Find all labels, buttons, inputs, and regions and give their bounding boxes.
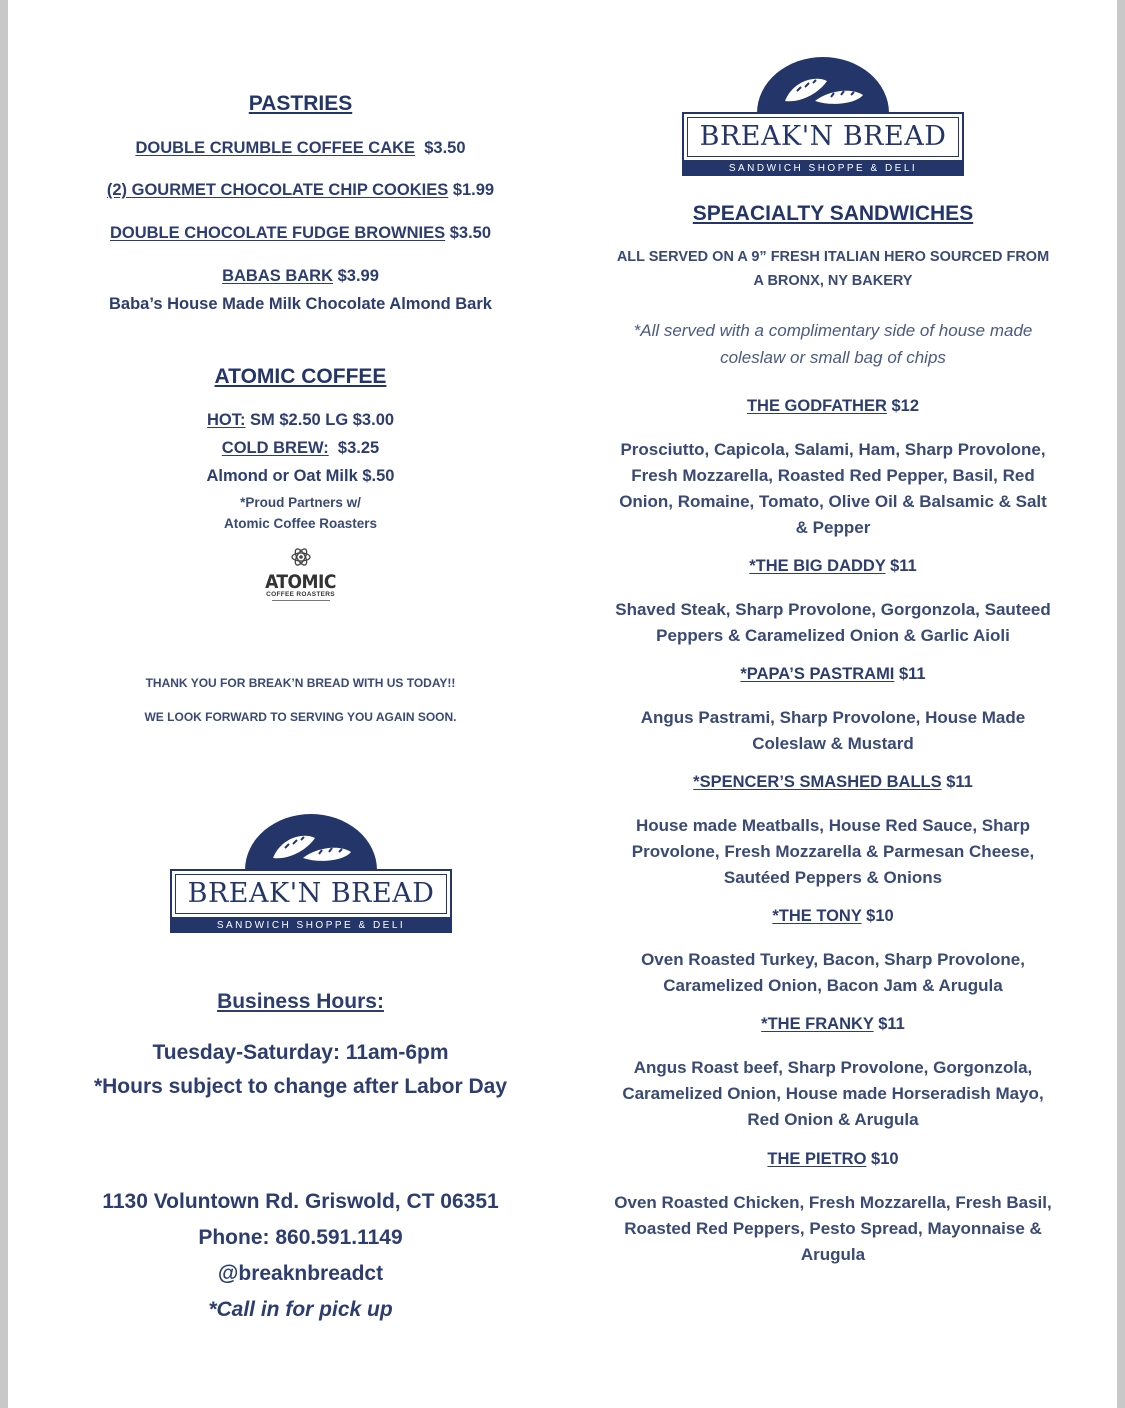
- atomic-logo-rule: [272, 600, 330, 601]
- contact-phone: Phone: 860.591.1149: [198, 1226, 403, 1249]
- atomic-logo-subtext: COFFEE ROASTERS: [266, 591, 335, 598]
- sandwich-price: $10: [866, 1150, 899, 1168]
- breakn-bread-logo-bottom: [170, 814, 452, 936]
- coffee-hot-prices: SM $2.50 LG $3.00: [250, 411, 395, 429]
- sandwich-description-line: House made Meatballs, House Red Sauce, Sharp: [636, 816, 1030, 835]
- sandwiches-intro-line2: A BRONX, NY BAKERY: [753, 273, 913, 289]
- pastry-item: [78, 224, 523, 243]
- sandwich-price: $11: [885, 557, 917, 575]
- page-edge-left: [0, 0, 8, 1408]
- atomic-logo-text: ATOMIC: [265, 571, 336, 593]
- sandwich-name: *THE BIG DADDY: [749, 557, 886, 575]
- sandwich-price: $10: [861, 907, 894, 925]
- menu-page: [8, 0, 1117, 1408]
- sandwich-description-line: Coleslaw & Mustard: [752, 734, 914, 753]
- pastry-item: [78, 139, 523, 158]
- coffee-cold: [78, 439, 523, 458]
- logo-frame: [170, 869, 452, 919]
- sandwich-name: THE GODFATHER: [746, 397, 887, 415]
- sandwich-description-line: Prosciutto, Capicola, Salami, Ham, Sharp Provolone,: [620, 440, 1046, 459]
- pastries-title: PASTRIES: [248, 92, 353, 115]
- sandwich-name: *SPENCER’S SMASHED BALLS: [693, 773, 942, 791]
- coffee-milk: Almond or Oat Milk $.50: [206, 467, 395, 485]
- sandwiches-intro-line1: ALL SERVED ON A 9” FRESH ITALIAN HERO SOURCED FROM: [616, 249, 1050, 265]
- pastry-name: (2) GOURMET CHOCOLATE CHIP COOKIES: [106, 181, 449, 199]
- coffee-hot-label: HOT:: [206, 411, 246, 429]
- sandwiches-side-line2: coleslaw or small bag of chips: [720, 348, 946, 367]
- pastry-price: $3.50: [449, 224, 492, 242]
- coffee-title: ATOMIC COFFEE: [214, 365, 387, 388]
- coffee-hot: [78, 411, 523, 430]
- bread-loaves-icon: [241, 814, 381, 870]
- pastry-price: $1.99: [452, 181, 495, 199]
- thank-you-line2: WE LOOK FORWARD TO SERVING YOU AGAIN SOON.: [144, 710, 457, 724]
- atomic-coffee-logo: [78, 546, 523, 601]
- sandwich-name: THE PIETRO: [767, 1150, 867, 1168]
- sandwich-description-line: Oven Roasted Turkey, Bacon, Sharp Provolone,: [641, 950, 1025, 969]
- sandwich-heading: [593, 1015, 1073, 1034]
- sandwich-heading: [593, 907, 1073, 926]
- breakn-bread-logo-top: [682, 57, 964, 179]
- atom-icon: [290, 546, 312, 568]
- sandwich-price: $11: [941, 773, 973, 791]
- page-edge-right: [1117, 0, 1125, 1408]
- pastry-name: BABAS BARK: [222, 267, 334, 285]
- hours-title: Business Hours:: [217, 990, 384, 1013]
- coffee-cold-price: $3.25: [337, 439, 380, 457]
- bread-loaves-icon: [753, 57, 893, 113]
- sandwich-price: $12: [886, 397, 920, 415]
- sandwich-description-line: Shaved Steak, Sharp Provolone, Gorgonzola, Sauteed: [615, 600, 1051, 619]
- sandwiches-side-line1: *All served with a complimentary side of house made: [633, 321, 1033, 340]
- sandwich-heading: [593, 665, 1073, 684]
- sandwich-description-line: Caramelized Onion, Bacon Jam & Arugula: [663, 976, 1003, 995]
- sandwich-description-line: Red Onion & Arugula: [747, 1110, 919, 1129]
- hours-note: *Hours subject to change after Labor Day: [93, 1075, 508, 1098]
- pastry-name: DOUBLE CRUMBLE COFFEE CAKE: [135, 139, 416, 157]
- sandwich-description-line: Angus Roast beef, Sharp Provolone, Gorgonzola,: [633, 1058, 1033, 1077]
- pastry-price: $3.50: [424, 139, 466, 157]
- sandwich-description-line: Arugula: [800, 1245, 866, 1264]
- pastry-item: [78, 181, 523, 200]
- sandwich-description-line: Provolone, Fresh Mozzarella & Parmesan Cheese,: [631, 842, 1035, 861]
- thank-you-line1: THANK YOU FOR BREAK’N BREAD WITH US TODAY!!: [145, 676, 456, 690]
- sandwich-description-line: Angus Pastrami, Sharp Provolone, House Made: [640, 708, 1026, 727]
- sandwich-name: *THE FRANKY: [761, 1015, 874, 1033]
- coffee-partner-line2: Atomic Coffee Roasters: [223, 516, 378, 531]
- sandwich-heading: [593, 557, 1073, 576]
- sandwich-heading: [593, 1150, 1073, 1169]
- sandwich-price: $11: [873, 1015, 905, 1033]
- sandwiches-title: SPEACIALTY SANDWICHES: [692, 202, 974, 225]
- logo-tagline: SANDWICH SHOPPE & DELI: [170, 919, 452, 933]
- logo-name: BREAK'N BREAD: [699, 121, 947, 152]
- coffee-cold-label: COLD BREW:: [221, 439, 329, 457]
- contact-pickup: *Call in for pick up: [208, 1298, 393, 1321]
- sandwich-name: *THE TONY: [772, 907, 862, 925]
- pastry-name: DOUBLE CHOCOLATE FUDGE BROWNIES: [109, 224, 446, 242]
- sandwich-description-line: Caramelized Onion, House made Horseradish Mayo,: [622, 1084, 1044, 1103]
- sandwich-description-line: Sautéed Peppers & Onions: [723, 868, 943, 887]
- sandwich-heading: [593, 397, 1073, 416]
- sandwich-description-line: & Pepper: [795, 518, 871, 537]
- coffee-partner-line1: *Proud Partners w/: [240, 495, 361, 510]
- logo-tagline: SANDWICH SHOPPE & DELI: [682, 162, 964, 176]
- contact-address: 1130 Voluntown Rd. Griswold, CT 06351: [102, 1190, 499, 1213]
- hours-days: Tuesday-Saturday: 11am-6pm: [152, 1041, 449, 1064]
- sandwich-description-line: Fresh Mozzarella, Roasted Red Pepper, Basil, Red: [631, 466, 1035, 485]
- sandwich-description-line: Roasted Red Peppers, Pesto Spread, Mayonnaise &: [624, 1219, 1042, 1238]
- sandwich-description-line: Onion, Romaine, Tomato, Olive Oil & Balsamic & Salt: [619, 492, 1047, 511]
- sandwich-heading: [593, 773, 1073, 792]
- logo-frame: [682, 112, 964, 162]
- sandwich-description-line: Oven Roasted Chicken, Fresh Mozzarella, Fresh Basil,: [614, 1193, 1052, 1212]
- sandwich-name: *PAPA’S PASTRAMI: [740, 665, 895, 683]
- logo-name: BREAK'N BREAD: [187, 878, 435, 909]
- contact-social: @breaknbreadct: [217, 1262, 384, 1285]
- pastry-item: [78, 267, 523, 286]
- sandwich-price: $11: [894, 665, 926, 683]
- pastry-price: $3.99: [337, 267, 379, 285]
- sandwich-description-line: Peppers & Caramelized Onion & Garlic Aioli: [656, 626, 1010, 645]
- pastry-description: Baba’s House Made Milk Chocolate Almond Bark: [109, 295, 492, 313]
